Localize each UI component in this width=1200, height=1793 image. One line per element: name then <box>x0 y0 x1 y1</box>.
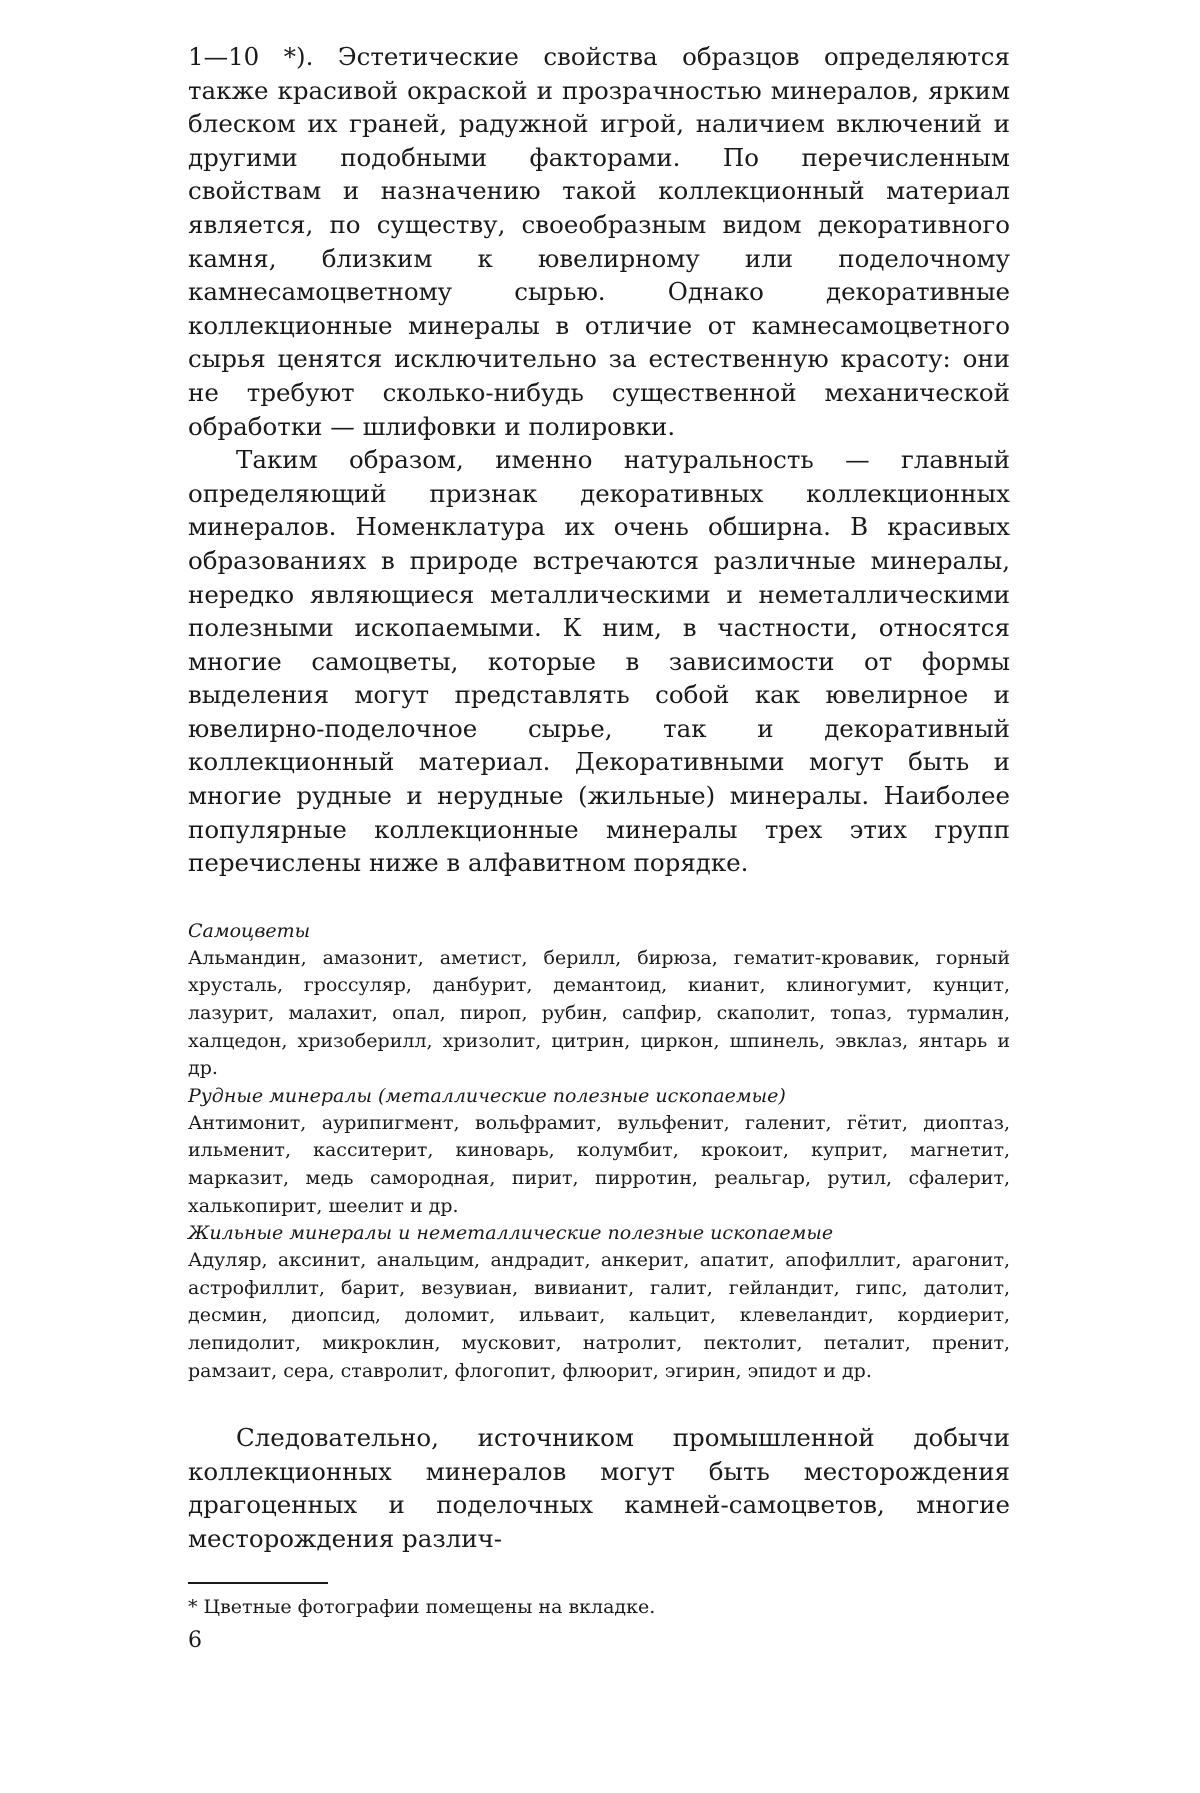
gems-heading: Самоцветы <box>188 918 1010 945</box>
vein-minerals-heading: Жильные минералы и неметаллические полезные ископаемые <box>188 1220 1010 1247</box>
page-number: 6 <box>188 1626 1010 1656</box>
gems-list: Альмандин, амазонит, аметист, берилл, бирюза, гематит-кровавик, горный хрусталь, гроссуляр, данбурит, демантоид, кианит, клиногумит, кунцит, лазурит, малахит, опал, пироп, рубин, сапфир, скаполит, топаз, турмалин, халцедон, хризоберилл, хризолит, цитрин, циркон, шпинель, эвклаз, янтарь и др. <box>188 945 1010 1083</box>
paragraph-naturalness: Таким образом, именно натуральность — главный определяющий признак декоративных коллекционных минералов. Номенклатура их очень обширна. В красивых образованиях в природе встречаются различные минералы, нередко являющиеся металлическими и неметаллическими полезными ископаемыми. К ним, в частности, относятся многие самоцветы, которые в зависимости от формы выделения могут представлять собой как ювелирное и ювелирно-поделочное сырье, так и декоративный коллекционный материал. Декоративными могут быть и многие рудные и нерудные (жильные) минералы. Наиболее популярные коллекционные минералы трех этих групп перечислены ниже в алфавитном порядке. <box>188 443 1010 880</box>
footnote: * Цветные фотографии помещены на вкладке. <box>188 1594 1010 1620</box>
vein-minerals-list: Адуляр, аксинит, анальцим, андрадит, анкерит, апатит, апофиллит, арагонит, астрофиллит, барит, везувиан, вивианит, галит, гейландит, гипс, датолит, десмин, диопсид, доломит, ильваит, кальцит, клевеландит, кордиерит, лепидолит, микроклин, мусковит, натролит, пектолит, петалит, пренит, рамзаит, сера, ставролит, флогопит, флюорит, эгирин, эпидот и др. <box>188 1247 1010 1385</box>
ore-minerals-list: Антимонит, аурипигмент, вольфрамит, вульфенит, галенит, гётит, диоптаз, ильменит, касситерит, киноварь, колумбит, крокоит, куприт, магнетит, марказит, медь самородная, пирит, пирротин, реальгар, рутил, сфалерит, халькопирит, шеелит и др. <box>188 1110 1010 1220</box>
mineral-lists <box>188 918 1010 1385</box>
book-page <box>188 40 1010 1656</box>
footnote-divider <box>188 1582 328 1584</box>
paragraph-aesthetic-properties: 1—10 *). Эстетические свойства образцов определяются также красивой окраской и прозрачностью минералов, ярким блеском их граней, радужной игрой, наличием включений и другими подобными факторами. По перечисленным свойствам и назначению такой коллекционный материал является, по существу, своеобразным видом декоративного камня, близким к ювелирному или поделочному камнесамоцветному сырью. Однако декоративные коллекционные минералы в отличие от камнесамоцветного сырья ценятся исключительно за естественную красоту: они не требуют сколько-нибудь существенной механической обработки — шлифовки и полировки. <box>188 40 1010 443</box>
ore-minerals-heading: Рудные минералы (металлические полезные ископаемые) <box>188 1083 1010 1110</box>
paragraph-closing: Следовательно, источником промышленной добычи коллекционных минералов могут быть месторождения драгоценных и поделочных камней-самоцветов, многие месторождения различ- <box>188 1421 1010 1555</box>
